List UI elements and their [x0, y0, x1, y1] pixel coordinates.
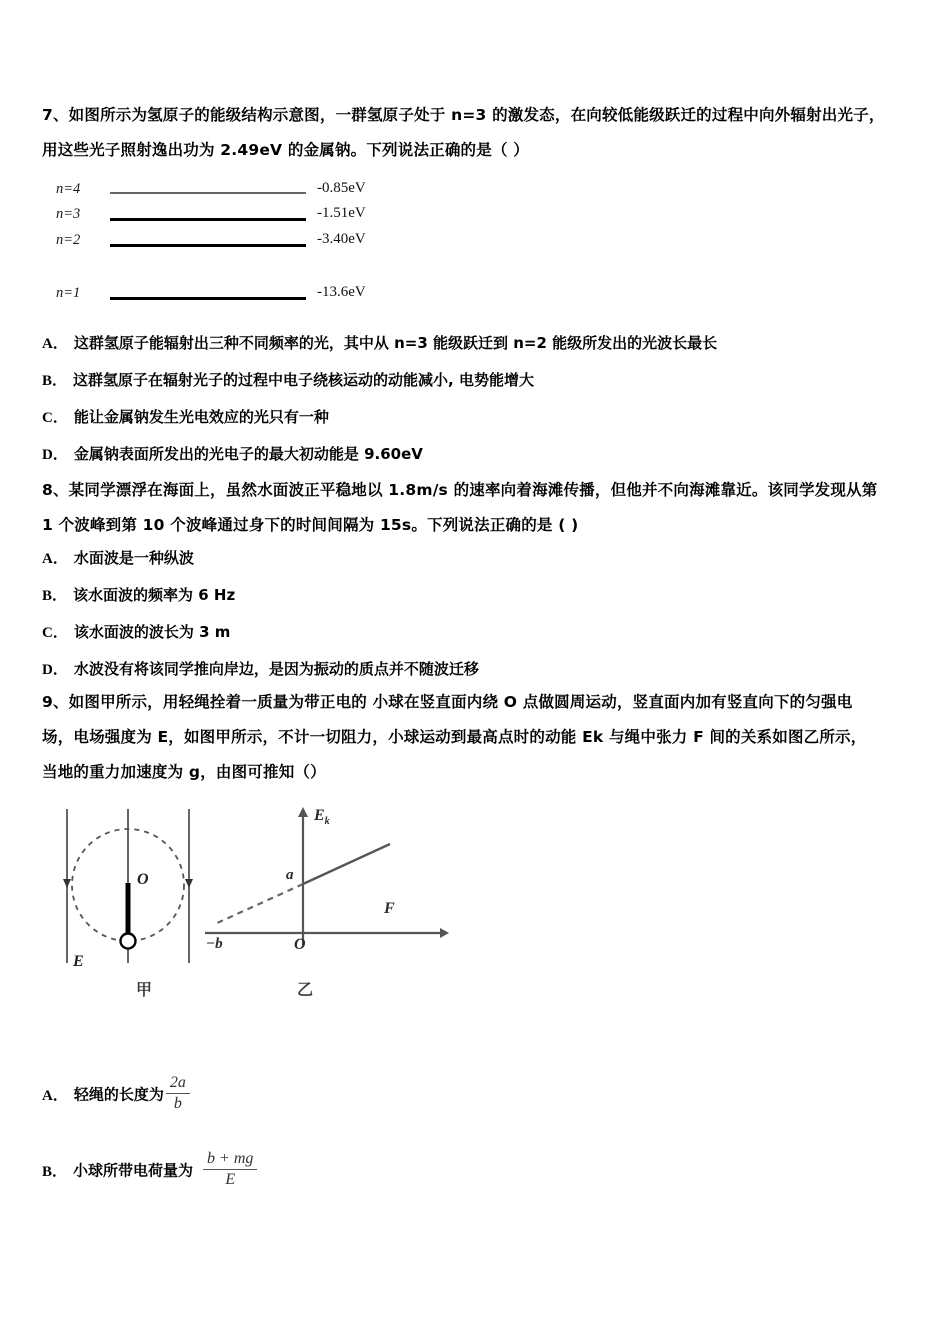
figure-yi-origin-label: O — [294, 936, 306, 953]
fraction-b-plus-mg-over-E — [203, 1150, 257, 1190]
question-7-option-a — [42, 333, 717, 354]
option-text: 这群氢原子能辐射出三种不同频率的光，其中从 n=3 能级跃迁到 n=2 能级所发出的光波长最长 — [73, 334, 718, 352]
figure-jia-center-label-O: O — [137, 871, 149, 888]
option-text: 这群氢原子在辐射光子的过程中电子绕核运动的动能减小, 电势能增大 — [73, 371, 534, 389]
y-axis-arrowhead — [298, 807, 308, 817]
energy-level-line-n3 — [110, 218, 306, 221]
option-label: B． — [42, 588, 68, 604]
question-7-option-d — [42, 444, 423, 465]
energy-level-label-n4: n=4 — [56, 181, 81, 197]
figure-yi-y-axis-label — [314, 807, 330, 827]
fraction-numerator: 2a — [166, 1074, 190, 1094]
fraction-numerator: b + mg — [203, 1150, 257, 1170]
option-text: 该水面波的频率为 6 Hz — [73, 586, 236, 604]
question-8-line-1: 8、某同学漂浮在海面上，虽然水面波正平稳地以 1.8m/s 的速率向着海滩传播，但他并不向海滩靠近。该同学发现从第 — [42, 481, 878, 499]
option-label: D． — [42, 662, 68, 678]
energy-level-label-n2: n=2 — [56, 232, 81, 248]
option-text: 该水面波的波长为 3 m — [73, 623, 231, 641]
hydrogen-energy-level-diagram — [42, 170, 402, 315]
energy-level-value-n2: -3.40eV — [317, 231, 366, 247]
option-label: B． — [42, 373, 68, 389]
data-line-solid — [303, 844, 390, 884]
fraction-2a-over-b — [166, 1074, 190, 1114]
option-label: A． — [42, 1087, 68, 1104]
question-9-line-3: 当地的重力加速度为 g，由图可推知（） — [42, 763, 326, 781]
energy-level-line-n2 — [110, 244, 306, 247]
option-label: D． — [42, 447, 68, 463]
option-label: B． — [42, 1163, 68, 1180]
option-label: A． — [42, 336, 68, 352]
question-8-line-2: 1 个波峰到第 10 个波峰通过身下的时间间隔为 15s。下列说法正确的是 ( ) — [42, 516, 579, 534]
figure-jia-caption: 甲 — [136, 980, 153, 999]
y-axis-label-subscript: k — [324, 816, 330, 828]
option-text: 能让金属钠发生光电效应的光只有一种 — [73, 408, 329, 426]
figure-jia-field-label-E: E — [73, 953, 84, 970]
figure-yi-x-intercept-label: −b — [206, 936, 223, 952]
energy-level-line-n4 — [110, 192, 306, 194]
y-axis-label-main: E — [314, 807, 325, 824]
energy-level-line-n1 — [110, 297, 306, 300]
fraction-denominator: E — [225, 1171, 236, 1189]
question-9-line-2: 场，电场强度为 E，如图甲所示，不计一切阻力，小球运动到最高点时的动能 Ek 与绳中张力 F 间的关系如图乙所示， — [42, 728, 867, 746]
figure-yi-caption: 乙 — [297, 980, 314, 999]
charged-ball — [121, 934, 136, 949]
question-8-option-c — [42, 622, 230, 643]
question-7-option-b — [42, 370, 534, 391]
question-7-line-1: 7、如图所示为氢原子的能级结构示意图，一群氢原子处于 n=3 的激发态，在向较低能级跃迁的过程中向外辐射出光子， — [42, 106, 885, 124]
question-8-option-b — [42, 585, 235, 606]
fraction-denominator: b — [173, 1095, 182, 1113]
option-label: A． — [42, 551, 68, 567]
question-7-option-c — [42, 407, 329, 428]
figure-yi-y-intercept-label: a — [286, 867, 294, 883]
option-text: 小球所带电荷量为 — [73, 1161, 194, 1180]
figure-jia-circular-motion — [55, 795, 240, 1010]
energy-level-label-n1: n=1 — [56, 285, 81, 301]
question-9-option-b — [42, 1150, 259, 1190]
question-8-option-d — [42, 659, 479, 680]
question-7-line-2: 用这些光子照射逸出功为 2.49eV 的金属钠。下列说法正确的是（ ） — [42, 141, 529, 159]
question-9-line-1: 9、如图甲所示，用轻绳拴着一质量为带正电的 小球在竖直面内绕 O 点做圆周运动，竖直面内加有竖直向下的匀强电 — [42, 693, 853, 711]
figure-yi-x-axis-label: F — [384, 900, 395, 917]
energy-level-label-n3: n=3 — [56, 206, 81, 222]
option-text: 轻绳的长度为 — [73, 1085, 164, 1104]
energy-level-value-n3: -1.51eV — [317, 205, 366, 221]
question-8-option-a — [42, 548, 194, 569]
x-axis-arrowhead — [440, 928, 449, 938]
energy-level-value-n1: -13.6eV — [317, 284, 366, 300]
energy-level-value-n4: -0.85eV — [317, 180, 366, 196]
option-label: C． — [42, 625, 68, 641]
option-label: C． — [42, 410, 68, 426]
question-9-option-a — [42, 1074, 192, 1114]
figure-yi-svg — [250, 795, 450, 1010]
option-text: 水波没有将该同学推向岸边，是因为振动的质点并不随波迁移 — [73, 660, 479, 678]
option-text: 金属钠表面所发出的光电子的最大初动能是 9.60eV — [73, 445, 423, 463]
figure-yi-ek-f-graph — [206, 795, 450, 1010]
option-text: 水面波是一种纵波 — [73, 549, 194, 567]
